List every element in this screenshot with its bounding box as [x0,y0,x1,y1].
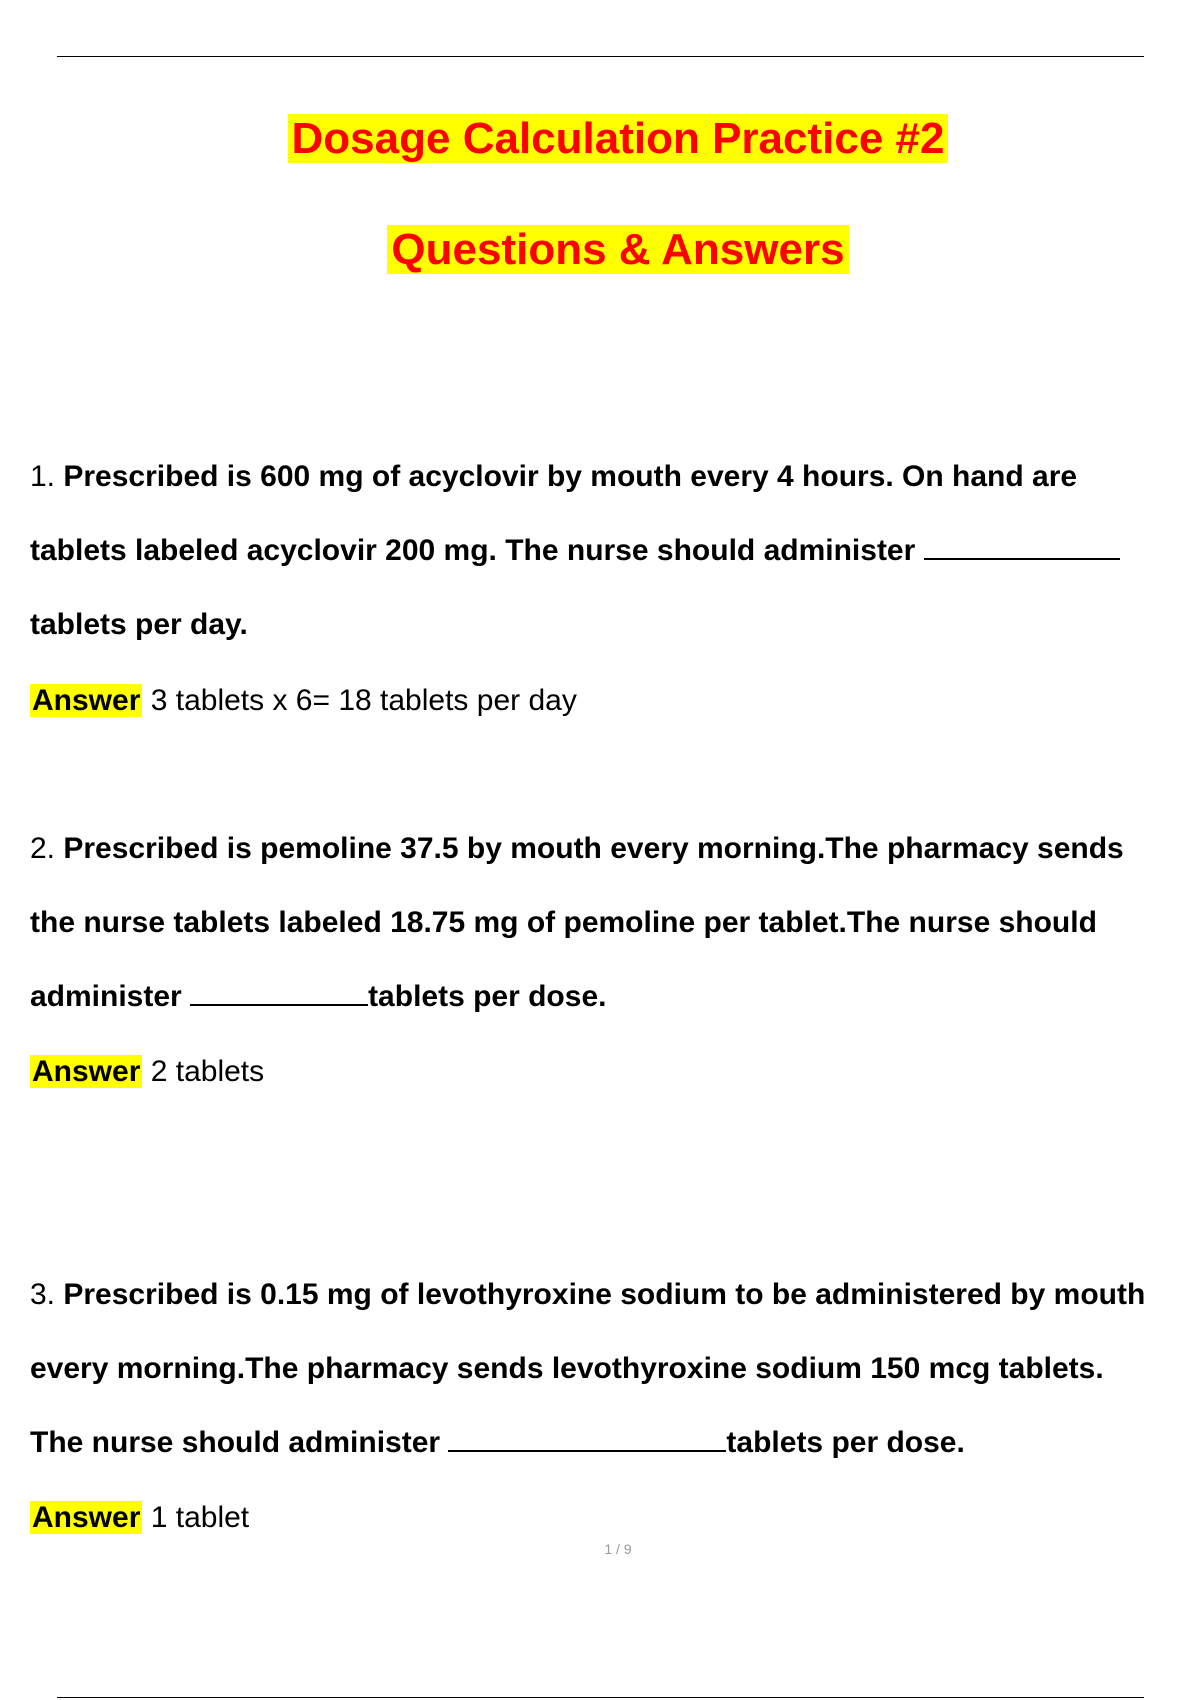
answer-2 [30,1052,264,1092]
bottom-rule [57,1697,1144,1698]
answer-1 [30,681,577,721]
answer-blank [448,1426,726,1452]
answer-label: Answer [32,684,141,717]
question-2 [30,812,1200,1034]
top-rule [57,56,1144,57]
answer-blank [190,980,368,1006]
question-text: tablets labeled acyclovir 200 mg. The nurse should administer [30,534,916,567]
question-3-line-3 [30,1406,1200,1480]
question-3 [30,1258,1200,1480]
question-1-line-1 [30,440,1200,514]
page-indicator: 1 / 9 [604,1541,632,1557]
answer-text: 2 tablets [150,1055,265,1088]
question-3-line-1 [30,1258,1200,1332]
question-2-line-3 [30,960,1200,1034]
answer-label: Answer [32,1501,141,1534]
question-text: tablets per dose. [368,980,607,1013]
question-text: tablets per day. [30,608,248,641]
question-1-line-2 [30,514,1200,588]
question-text: Prescribed is 600 mg of acyclovir by mouth every 4 hours. On hand are [63,460,1078,493]
answer-text: 3 tablets x 6= 18 tablets per day [150,684,577,717]
question-number: 3. [30,1278,56,1311]
answer-3 [30,1498,249,1538]
title-line-2: Questions & Answers [387,225,848,274]
question-text: The nurse should administer [30,1426,441,1459]
question-1-line-3 [30,588,1200,662]
question-3-line-2 [30,1332,1200,1406]
answer-text: 1 tablet [150,1501,250,1534]
question-2-line-1 [30,812,1200,886]
question-1 [30,440,1200,662]
answer-blank [924,534,1120,560]
document-title [0,111,1200,167]
document-subtitle [0,222,1200,278]
answer-label: Answer [32,1055,141,1088]
question-text: tablets per dose. [726,1426,965,1459]
question-text: every morning.The pharmacy sends levothyroxine sodium 150 mcg tablets. [30,1352,1104,1385]
question-number: 2. [30,832,56,865]
question-number: 1. [30,460,56,493]
question-text: the nurse tablets labeled 18.75 mg of pemoline per tablet.The nurse should [30,906,1097,939]
question-text: administer [30,980,182,1013]
question-2-line-2 [30,886,1200,960]
question-text: Prescribed is pemoline 37.5 by mouth every morning.The pharmacy sends [63,832,1124,865]
question-text: Prescribed is 0.15 mg of levothyroxine sodium to be administered by mouth [63,1278,1146,1311]
title-line-1: Dosage Calculation Practice #2 [288,114,949,163]
